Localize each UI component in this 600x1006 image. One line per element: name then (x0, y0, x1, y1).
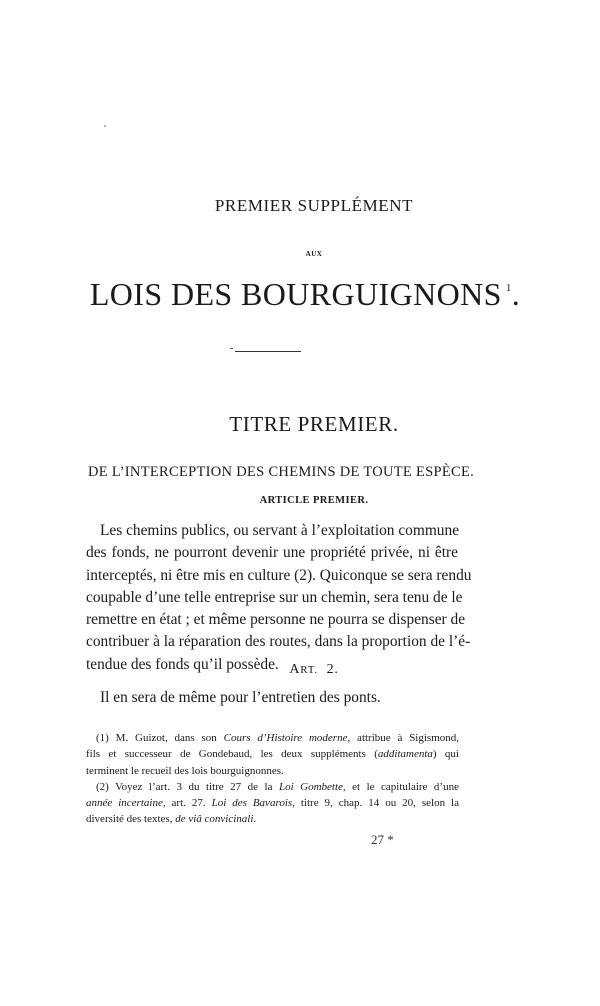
footnote-text: , titre 9, chap. 14 ou 20, selon la (292, 797, 459, 810)
footnote-italic: additamenta (377, 748, 433, 761)
footnote-text: . (253, 813, 257, 826)
footnote-marker: (1) (96, 732, 109, 744)
footnote-line (86, 795, 459, 811)
text-line: remettre en état ; et même personne ne pourra se dispenser de (86, 611, 466, 629)
footnote-italic: Loi Gombette (278, 780, 343, 793)
art2-number: 2. (326, 662, 339, 677)
footnote-italic: Cours d’Histoire moderne (223, 732, 348, 744)
footnote-line (86, 811, 459, 827)
art2-initial: A (289, 662, 301, 677)
text-line: Les chemins publics, ou servant à l’exploitation commune (100, 522, 460, 539)
footnote-line: terminent le recueil des lois bourguignonnes. (86, 764, 284, 777)
footnote-line (86, 779, 459, 795)
footnote-text: , attribue à Sigismond, (347, 732, 460, 744)
page-number: 27 * (371, 832, 394, 847)
art2-smallcaps: RT. (300, 664, 318, 676)
article1-text (86, 520, 472, 676)
footnote-text: , et le capitulaire d’une (342, 780, 459, 793)
footnote-italic: Loi des Bavarois (211, 797, 293, 810)
footnote-italic: année incertaine (86, 797, 163, 810)
supplement-title: PREMIER SUPPLÉMENT (214, 196, 414, 215)
footnotes (86, 730, 459, 828)
section-heading: DE L’INTERCEPTION DES CHEMINS DE TOUTE ESPÈCE. (88, 464, 475, 480)
article2-heading (0, 662, 600, 678)
page-speck (104, 125, 106, 127)
footnote-text: M. Guizot, dans son (115, 732, 224, 744)
text-line: contribuer à la réparation des routes, dans la proportion de l’é- (86, 633, 471, 651)
footnote-text: Voyez l’art. 3 du titre 27 de la (115, 780, 279, 793)
footnote-text: fils et successeur de Gondebaud, les deux suppléments ( (86, 748, 378, 761)
text-line: tendue des fonds qu’il possède. (86, 655, 279, 673)
text-line: des fonds, ne pourront devenir une propriété privée, ni être (86, 544, 458, 562)
main-title-note-marker: 1 (505, 282, 512, 294)
footnote-italic: de viâ convicinali (175, 813, 254, 826)
titre-heading: TITRE PREMIER. (229, 412, 399, 436)
aux-word: AUX (305, 250, 323, 258)
main-title: LOIS DES BOURGUIGNONS $^1$. (89, 276, 521, 312)
main-title-text: LOIS DES BOURGUIGNONS (89, 276, 502, 312)
footnote-line (86, 730, 459, 746)
text-line: interceptés, ni être mis en culture (2). Quiconque se sera rendu (86, 566, 472, 584)
article-heading: ARTICLE PREMIER. (259, 495, 369, 506)
footnote-text: ) qui (432, 748, 459, 761)
rule-dot (230, 348, 233, 349)
footnote-text: , art. 27. (162, 797, 212, 810)
footnote-text: diversité des textes, (86, 813, 176, 826)
footnote-marker: (2) (96, 780, 109, 793)
article2-text: Il en sera de même pour l’entretien des ponts. (100, 689, 381, 706)
footnote-line (86, 746, 459, 762)
separator-rule (235, 351, 301, 352)
text-line: coupable d’une telle entreprise sur un chemin, sera tenu de le (86, 588, 463, 606)
